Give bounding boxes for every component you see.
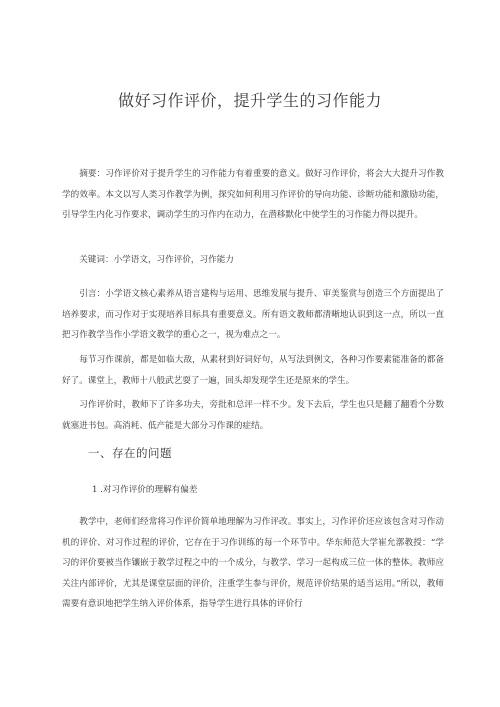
document-title: 做好习作评价，提升学生的习作能力 xyxy=(117,91,382,110)
body-paragraph-3: 教学中，老师们经常将习作评价简单地理解为习作评改。事实上，习作评价还应该包含对习作动机的评价、对习作过程的评价，它存在于习作训练的每一个环节中。华东师范大学崔允漷教授：“学习的评价要被当作镶嵌于教学过程之中的一个成分，与教学、学习一起构成三位一体的整体。教师应关注内部评价，尤其是课堂层面的评价，注重学生参与评价，规范评价结果的适当运用。”所以，教师需要有意识地把学生纳入评价体系，指导学生进行具体的评价行 xyxy=(62,517,444,610)
body-paragraph-1: 每节习作课前，都是如临大敌，从素材到好词好句，从写法到例文，各种习作要素能准备的都备好了。课堂上，教师十八般武艺耍了一遍，回头却发现学生还是原来的学生。 xyxy=(62,355,444,386)
intro-paragraph: 引言：小学语文核心素养从语言建构与运用、思维发展与提升、审美鉴赏与创造三个方面提出了培养要求，而习作对于实现培养目标具有重要意义。所有语文教师都清晰地认识到这一点，所以一直把习作教学当作小学语文教学的重心之一，视为难点之一。 xyxy=(62,289,444,341)
body-paragraph-2: 习作评价时，教师下了许多功夫，旁批和总评一样不少。发下去后，学生也只是翻了翻看个分数就塞进书包。高消耗、低产能是大部分习作课的症结。 xyxy=(62,400,444,431)
section-heading: 一、存在的问题 xyxy=(88,446,172,460)
subsection-heading: 1 .对习作评价的理解有偏差 xyxy=(92,485,198,495)
keywords-paragraph: 关键词：小学语文，习作评价，习作能力 xyxy=(79,255,234,265)
abstract-paragraph: 摘要：习作评价对于提升学生的习作能力有着重要的意义。做好习作评价，将会大大提升习作教学的效率。本文以写人类习作教学为例，探究如何利用习作评价的导向功能、诊断功能和激励功能，引导学生内化习作要求，调动学生的习作内在动力，在潜移默化中使学生的习作能力得以提升。 xyxy=(62,169,444,221)
